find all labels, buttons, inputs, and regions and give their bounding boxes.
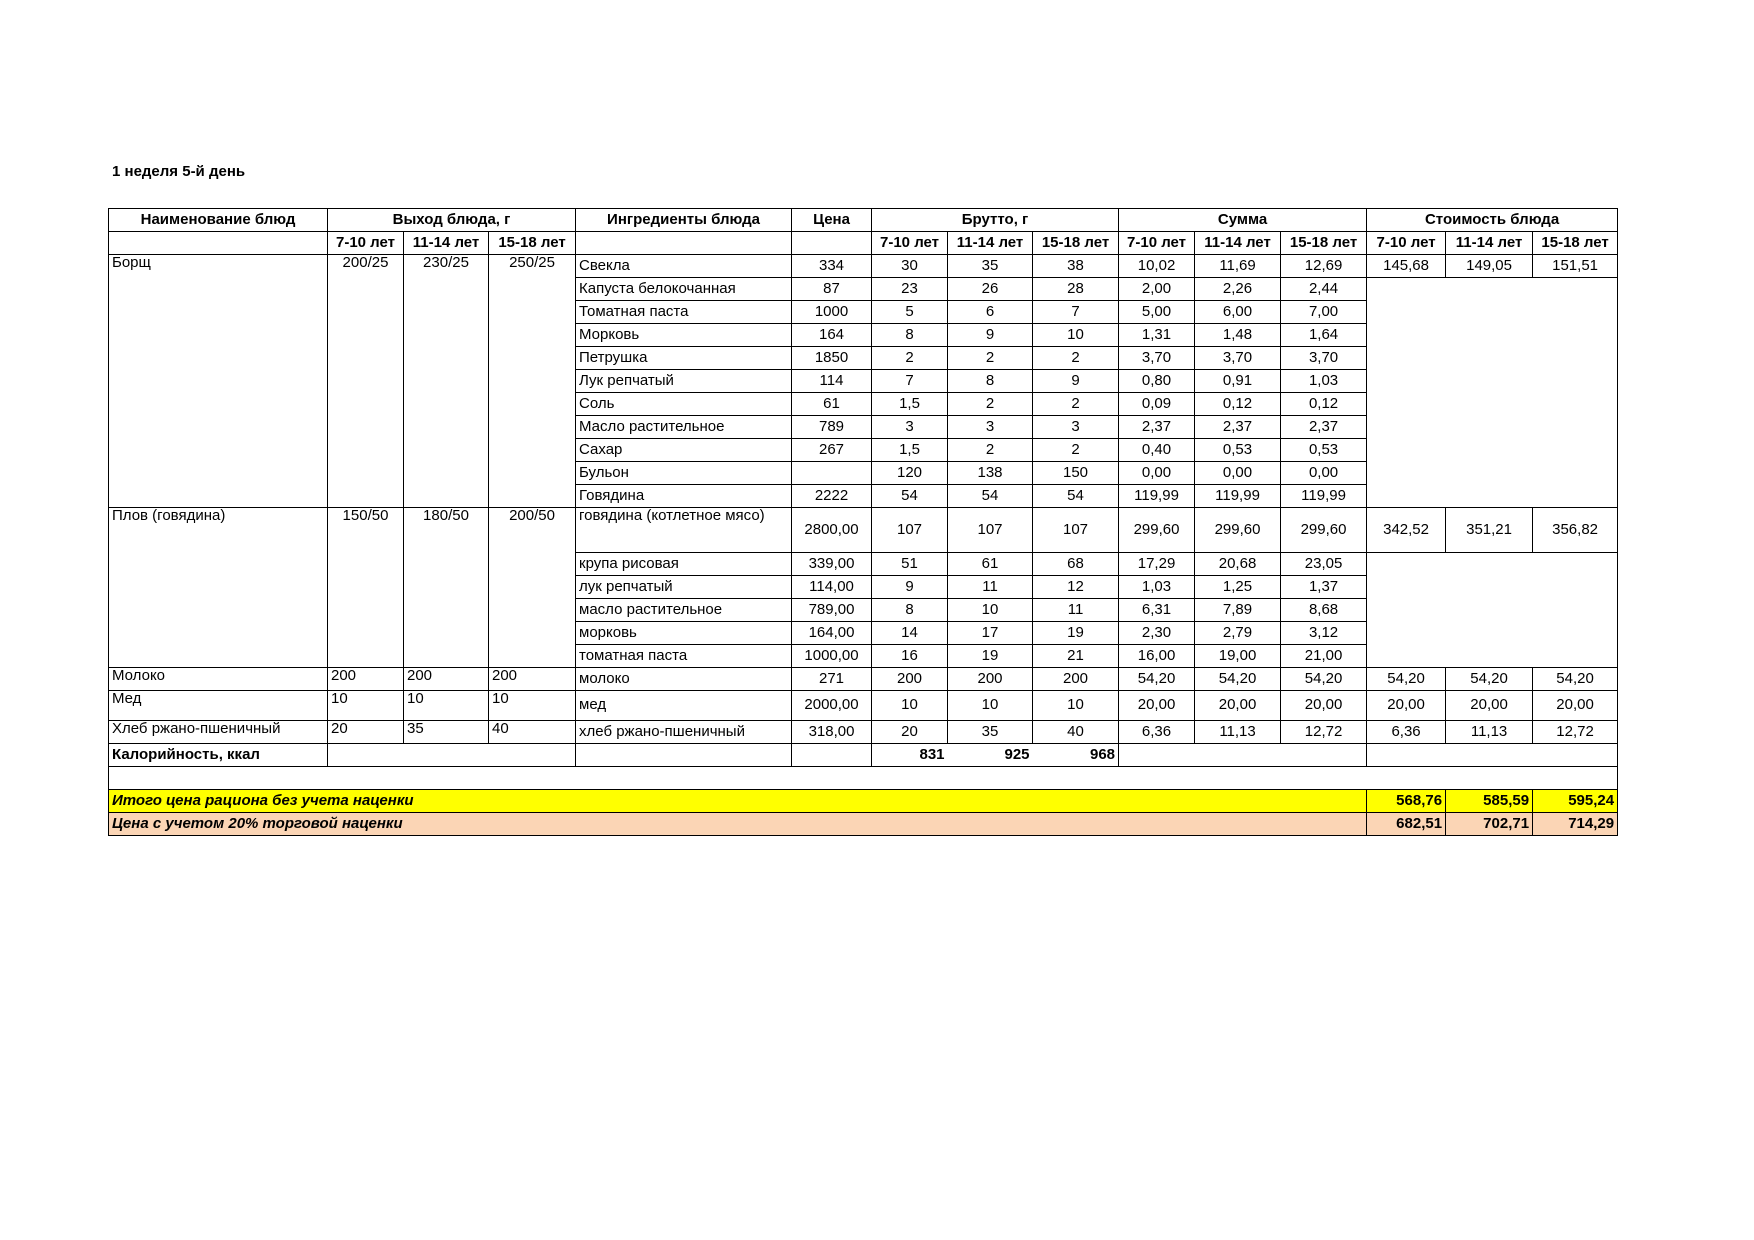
dish-name: Плов (говядина) (109, 508, 328, 668)
ingredient-gross: 10 (1033, 324, 1119, 347)
total-row (109, 790, 1618, 813)
ingredient-gross: 150 (1033, 462, 1119, 485)
ingredient-gross: 68 (1033, 553, 1119, 576)
ingredient-sum: 6,36 (1119, 721, 1195, 744)
ingredient-sum: 0,12 (1195, 393, 1281, 416)
ingredient-gross: 9 (948, 324, 1033, 347)
dish-yield: 150/50 (328, 508, 404, 668)
ingredient-price: 87 (792, 278, 872, 301)
ingredient-sum: 7,89 (1195, 599, 1281, 622)
ingredient-gross: 28 (1033, 278, 1119, 301)
ingredient-sum: 1,37 (1281, 576, 1367, 599)
ingredient-gross: 3 (1033, 416, 1119, 439)
menu-body (109, 255, 1618, 744)
ingredient-gross: 54 (948, 485, 1033, 508)
ingredient-gross: 2 (948, 347, 1033, 370)
table-row (109, 508, 1618, 553)
ingredient-sum: 20,00 (1119, 691, 1195, 721)
ingredient-sum: 119,99 (1119, 485, 1195, 508)
ingredient-gross: 2 (872, 347, 948, 370)
ingredient-sum: 19,00 (1195, 645, 1281, 668)
ingredient-price: 61 (792, 393, 872, 416)
dish-cost: 54,20 (1446, 668, 1533, 691)
total-label: Итого цена рациона без учета наценки (109, 790, 1367, 813)
ingredient-sum: 2,26 (1195, 278, 1281, 301)
ingredient-gross: 11 (948, 576, 1033, 599)
ingredient-sum: 1,03 (1119, 576, 1195, 599)
ingredient-sum: 11,13 (1195, 721, 1281, 744)
ingredient-name: Масло растительное (576, 416, 792, 439)
ingredient-gross: 54 (872, 485, 948, 508)
table-row (109, 255, 1618, 278)
ingredient-name: Томатная паста (576, 301, 792, 324)
dish-yield: 180/50 (404, 508, 489, 668)
calories-value: 831 (872, 744, 948, 767)
header-row-1 (109, 209, 1618, 232)
ingredient-gross: 16 (872, 645, 948, 668)
ingredient-sum: 5,00 (1119, 301, 1195, 324)
ingredient-gross: 11 (1033, 599, 1119, 622)
ingredient-sum: 0,91 (1195, 370, 1281, 393)
ingredient-sum: 6,31 (1119, 599, 1195, 622)
dish-yield: 10 (328, 691, 404, 721)
ingredient-price: 1000,00 (792, 645, 872, 668)
ingredient-sum: 20,00 (1281, 691, 1367, 721)
ingredient-name: томатная паста (576, 645, 792, 668)
table-row (109, 721, 1618, 744)
ingredient-sum: 21,00 (1281, 645, 1367, 668)
ingredient-name: Соль (576, 393, 792, 416)
ingredient-gross: 120 (872, 462, 948, 485)
dish-yield: 200 (328, 668, 404, 691)
ingredient-sum: 0,12 (1281, 393, 1367, 416)
ingredient-gross: 17 (948, 622, 1033, 645)
dish-yield: 200/25 (328, 255, 404, 508)
ingredient-sum: 54,20 (1281, 668, 1367, 691)
ingredient-sum: 0,00 (1119, 462, 1195, 485)
ingredient-sum: 20,00 (1195, 691, 1281, 721)
ingredient-gross: 14 (872, 622, 948, 645)
ingredient-sum: 6,00 (1195, 301, 1281, 324)
dish-yield: 10 (404, 691, 489, 721)
ingredient-sum: 0,09 (1119, 393, 1195, 416)
dish-cost-blank (1367, 278, 1618, 508)
ingredient-price: 1850 (792, 347, 872, 370)
ingredient-name: Морковь (576, 324, 792, 347)
header-age: 15-18 лет (1281, 232, 1367, 255)
ingredient-gross: 107 (1033, 508, 1119, 553)
ingredient-name: Говядина (576, 485, 792, 508)
dish-cost: 20,00 (1446, 691, 1533, 721)
ingredient-sum: 0,00 (1281, 462, 1367, 485)
ingredient-price: 114 (792, 370, 872, 393)
ingredient-sum: 3,70 (1119, 347, 1195, 370)
ingredient-sum: 1,31 (1119, 324, 1195, 347)
ingredient-sum: 2,00 (1119, 278, 1195, 301)
ingredient-gross: 1,5 (872, 439, 948, 462)
ingredient-name: Бульон (576, 462, 792, 485)
ingredient-price: 271 (792, 668, 872, 691)
header-age: 7-10 лет (872, 232, 948, 255)
ingredient-gross: 7 (872, 370, 948, 393)
ingredient-name: молоко (576, 668, 792, 691)
ingredient-name: крупа рисовая (576, 553, 792, 576)
spacer-row (109, 767, 1618, 790)
calories-value: 968 (1033, 744, 1119, 767)
ingredient-price: 339,00 (792, 553, 872, 576)
ingredient-sum: 299,60 (1195, 508, 1281, 553)
dish-cost: 20,00 (1533, 691, 1618, 721)
ingredient-sum: 3,70 (1195, 347, 1281, 370)
ingredient-sum: 3,12 (1281, 622, 1367, 645)
header-gross: Брутто, г (872, 209, 1119, 232)
total-markup-value: 682,51 (1367, 813, 1446, 836)
ingredient-sum: 20,68 (1195, 553, 1281, 576)
ingredient-gross: 8 (948, 370, 1033, 393)
ingredient-gross: 19 (948, 645, 1033, 668)
header-age: 11-14 лет (1195, 232, 1281, 255)
table-row (109, 668, 1618, 691)
ingredient-gross: 107 (948, 508, 1033, 553)
ingredient-sum: 1,48 (1195, 324, 1281, 347)
ingredient-price: 164,00 (792, 622, 872, 645)
table-row (109, 691, 1618, 721)
ingredient-sum: 17,29 (1119, 553, 1195, 576)
ingredient-sum: 2,30 (1119, 622, 1195, 645)
dish-yield: 20 (328, 721, 404, 744)
ingredient-gross: 40 (1033, 721, 1119, 744)
ingredient-price: 267 (792, 439, 872, 462)
ingredient-sum: 10,02 (1119, 255, 1195, 278)
ingredient-price: 2000,00 (792, 691, 872, 721)
ingredient-sum: 299,60 (1119, 508, 1195, 553)
header-ingredients: Ингредиенты блюда (576, 209, 792, 232)
ingredient-name: мед (576, 691, 792, 721)
total-markup-row (109, 813, 1618, 836)
ingredient-sum: 8,68 (1281, 599, 1367, 622)
ingredient-gross: 7 (1033, 301, 1119, 324)
header-age: 11-14 лет (948, 232, 1033, 255)
page-title: 1 неделя 5-й день (112, 163, 246, 180)
ingredient-sum: 54,20 (1119, 668, 1195, 691)
dish-yield: 230/25 (404, 255, 489, 508)
ingredient-gross: 21 (1033, 645, 1119, 668)
calories-label: Калорийность, ккал (109, 744, 328, 767)
menu-table (108, 208, 1618, 836)
ingredient-gross: 6 (948, 301, 1033, 324)
ingredient-gross: 2 (948, 439, 1033, 462)
dish-cost: 6,36 (1367, 721, 1446, 744)
ingredient-name: Свекла (576, 255, 792, 278)
ingredient-price: 318,00 (792, 721, 872, 744)
dish-cost: 356,82 (1533, 508, 1618, 553)
ingredient-gross: 1,5 (872, 393, 948, 416)
ingredient-name: морковь (576, 622, 792, 645)
ingredient-gross: 2 (1033, 393, 1119, 416)
ingredient-name: Петрушка (576, 347, 792, 370)
dish-cost: 11,13 (1446, 721, 1533, 744)
dish-cost: 20,00 (1367, 691, 1446, 721)
ingredient-gross: 2 (948, 393, 1033, 416)
dish-cost: 342,52 (1367, 508, 1446, 553)
ingredient-gross: 23 (872, 278, 948, 301)
ingredient-price: 1000 (792, 301, 872, 324)
dish-cost: 12,72 (1533, 721, 1618, 744)
ingredient-gross: 38 (1033, 255, 1119, 278)
dish-cost: 149,05 (1446, 255, 1533, 278)
ingredient-gross: 35 (948, 255, 1033, 278)
ingredient-gross: 5 (872, 301, 948, 324)
header-age: 7-10 лет (328, 232, 404, 255)
ingredient-name: говядина (котлетное мясо) (576, 508, 792, 553)
dish-name: Мед (109, 691, 328, 721)
ingredient-sum: 23,05 (1281, 553, 1367, 576)
ingredient-sum: 54,20 (1195, 668, 1281, 691)
ingredient-price: 164 (792, 324, 872, 347)
ingredient-sum: 0,80 (1119, 370, 1195, 393)
ingredient-gross: 200 (1033, 668, 1119, 691)
ingredient-gross: 8 (872, 599, 948, 622)
dish-name: Молоко (109, 668, 328, 691)
ingredient-sum: 2,79 (1195, 622, 1281, 645)
ingredient-gross: 9 (872, 576, 948, 599)
ingredient-gross: 9 (1033, 370, 1119, 393)
ingredient-name: хлеб ржано-пшеничный (576, 721, 792, 744)
ingredient-sum: 1,64 (1281, 324, 1367, 347)
ingredient-sum: 0,53 (1281, 439, 1367, 462)
ingredient-sum: 12,72 (1281, 721, 1367, 744)
ingredient-name: Лук репчатый (576, 370, 792, 393)
ingredient-gross: 3 (948, 416, 1033, 439)
header-age: 7-10 лет (1367, 232, 1446, 255)
ingredient-price: 334 (792, 255, 872, 278)
ingredient-gross: 10 (1033, 691, 1119, 721)
total-value: 568,76 (1367, 790, 1446, 813)
ingredient-sum: 12,69 (1281, 255, 1367, 278)
header-blank (109, 232, 328, 255)
ingredient-price: 2800,00 (792, 508, 872, 553)
header-yield: Выход блюда, г (328, 209, 576, 232)
ingredient-gross: 10 (872, 691, 948, 721)
dish-name: Хлеб ржано-пшеничный (109, 721, 328, 744)
dish-cost: 351,21 (1446, 508, 1533, 553)
header-row-2 (109, 232, 1618, 255)
ingredient-gross: 54 (1033, 485, 1119, 508)
ingredient-sum: 119,99 (1281, 485, 1367, 508)
calories-row (109, 744, 1618, 767)
total-markup-value: 702,71 (1446, 813, 1533, 836)
ingredient-sum: 299,60 (1281, 508, 1367, 553)
header-age: 11-14 лет (404, 232, 489, 255)
ingredient-sum: 119,99 (1195, 485, 1281, 508)
dish-cost-blank (1367, 553, 1618, 668)
ingredient-gross: 107 (872, 508, 948, 553)
dish-yield: 200 (489, 668, 576, 691)
ingredient-sum: 0,00 (1195, 462, 1281, 485)
header-age: 7-10 лет (1119, 232, 1195, 255)
ingredient-gross: 35 (948, 721, 1033, 744)
ingredient-sum: 2,37 (1195, 416, 1281, 439)
dish-cost: 54,20 (1533, 668, 1618, 691)
ingredient-gross: 3 (872, 416, 948, 439)
header-cost: Стоимость блюда (1367, 209, 1618, 232)
header-age: 15-18 лет (489, 232, 576, 255)
dish-yield: 10 (489, 691, 576, 721)
ingredient-name: лук репчатый (576, 576, 792, 599)
ingredient-gross: 30 (872, 255, 948, 278)
dish-cost: 54,20 (1367, 668, 1446, 691)
ingredient-gross: 19 (1033, 622, 1119, 645)
ingredient-price: 114,00 (792, 576, 872, 599)
ingredient-sum: 0,53 (1195, 439, 1281, 462)
dish-cost: 151,51 (1533, 255, 1618, 278)
ingredient-gross: 200 (948, 668, 1033, 691)
ingredient-name: масло растительное (576, 599, 792, 622)
ingredient-gross: 20 (872, 721, 948, 744)
header-blank (576, 232, 792, 255)
ingredient-gross: 10 (948, 599, 1033, 622)
ingredient-gross: 51 (872, 553, 948, 576)
dish-name: Борщ (109, 255, 328, 508)
ingredient-gross: 138 (948, 462, 1033, 485)
ingredient-gross: 8 (872, 324, 948, 347)
ingredient-gross: 200 (872, 668, 948, 691)
dish-yield: 200 (404, 668, 489, 691)
header-blank (792, 232, 872, 255)
ingredient-gross: 2 (1033, 439, 1119, 462)
header-age: 15-18 лет (1033, 232, 1119, 255)
ingredient-gross: 10 (948, 691, 1033, 721)
ingredient-name: Капуста белокочанная (576, 278, 792, 301)
ingredient-sum: 2,44 (1281, 278, 1367, 301)
ingredient-price: 789 (792, 416, 872, 439)
ingredient-sum: 2,37 (1119, 416, 1195, 439)
ingredient-sum: 2,37 (1281, 416, 1367, 439)
ingredient-sum: 0,40 (1119, 439, 1195, 462)
dish-yield: 250/25 (489, 255, 576, 508)
total-markup-label: Цена с учетом 20% торговой наценки (109, 813, 1367, 836)
ingredient-name: Сахар (576, 439, 792, 462)
ingredient-gross: 12 (1033, 576, 1119, 599)
header-age: 11-14 лет (1446, 232, 1533, 255)
ingredient-gross: 2 (1033, 347, 1119, 370)
ingredient-sum: 7,00 (1281, 301, 1367, 324)
ingredient-sum: 11,69 (1195, 255, 1281, 278)
ingredient-sum: 1,03 (1281, 370, 1367, 393)
ingredient-price (792, 462, 872, 485)
ingredient-gross: 26 (948, 278, 1033, 301)
header-dish: Наименование блюд (109, 209, 328, 232)
total-value: 585,59 (1446, 790, 1533, 813)
ingredient-price: 789,00 (792, 599, 872, 622)
ingredient-sum: 16,00 (1119, 645, 1195, 668)
header-age: 15-18 лет (1533, 232, 1618, 255)
total-markup-value: 714,29 (1533, 813, 1618, 836)
dish-cost: 145,68 (1367, 255, 1446, 278)
header-price: Цена (792, 209, 872, 232)
header-sum: Сумма (1119, 209, 1367, 232)
ingredient-gross: 61 (948, 553, 1033, 576)
dish-yield: 200/50 (489, 508, 576, 668)
ingredient-price: 2222 (792, 485, 872, 508)
ingredient-sum: 1,25 (1195, 576, 1281, 599)
dish-yield: 35 (404, 721, 489, 744)
calories-value: 925 (948, 744, 1033, 767)
ingredient-sum: 3,70 (1281, 347, 1367, 370)
dish-yield: 40 (489, 721, 576, 744)
total-value: 595,24 (1533, 790, 1618, 813)
